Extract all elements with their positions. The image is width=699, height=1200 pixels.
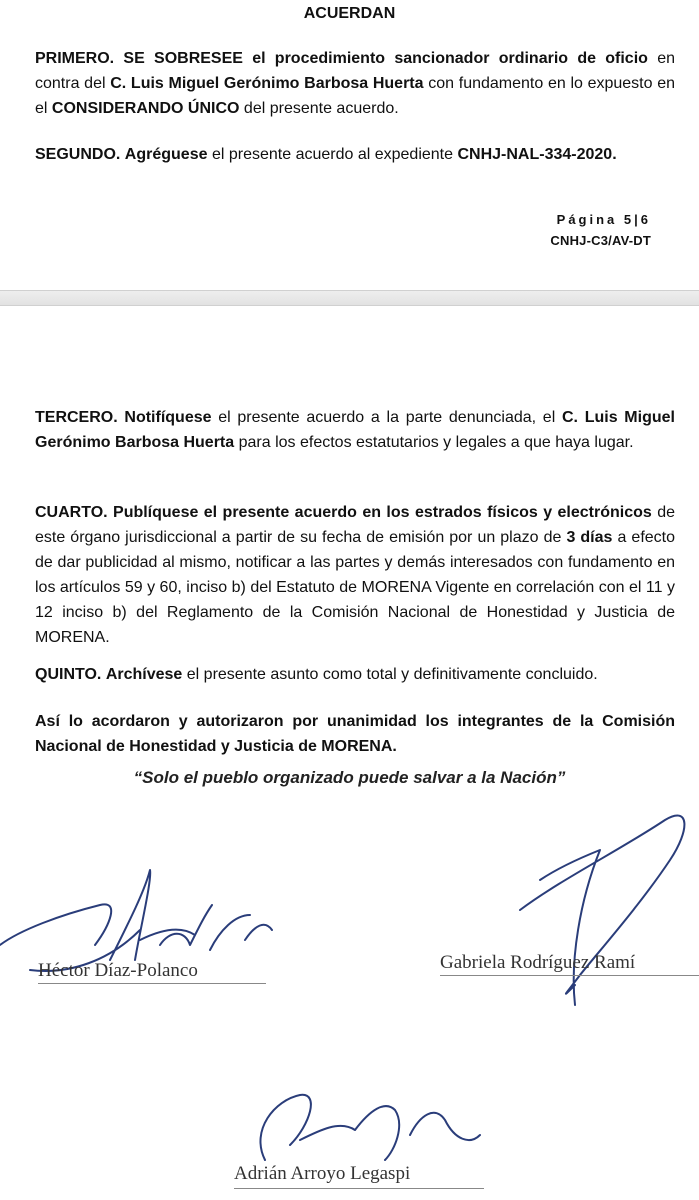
tercero-label: TERCERO. (35, 409, 118, 426)
closing-statement: Así lo acordaron y autorizaron por unanimidad los integrantes de la Comisión Nacional de Honestidad y Justicia de MORENA. (35, 713, 675, 755)
signature-gabriela-stroke (520, 816, 684, 1005)
tercero-name: C. Luis Miguel Gerónimo Barbosa Huerta (35, 409, 675, 451)
tercero-verb: Notifíquese (124, 409, 212, 426)
primero-text-3: del presente acuerdo. (243, 100, 399, 117)
cuarto-text-2: a efecto de dar publicidad al mismo, notificar a las partes y demás interesados con fundamento en los artículos 59 y 60, inciso b) del Estatuto de MORENA Vigente en correlación con el 11 y 12 inciso b) del Reglamento de la Comisión Nacional de Honestidad y Justicia de MORENA. (35, 529, 676, 646)
segundo-verb: Agréguese (124, 146, 208, 163)
cuarto-text-1: de este órgano jurisdiccional a partir de su fecha de emisión por un plazo de (35, 504, 675, 546)
signature-line-adrian (234, 1188, 484, 1189)
signature-line-gabriela (440, 975, 699, 976)
cuarto-bold-text: Publíquese el presente acuerdo en los estrados físicos y electrónicos (113, 504, 652, 521)
section-heading: ACUERDAN (303, 5, 396, 22)
segundo-text: el presente acuerdo al expediente (211, 146, 454, 163)
segundo-label: SEGUNDO. (35, 146, 121, 163)
primero-considerando: CONSIDERANDO ÚNICO (51, 100, 240, 117)
signature-adrian-stroke (260, 1095, 480, 1160)
cuarto-days: 3 días (566, 529, 613, 546)
signature-name-hector: Héctor Díaz-Polanco (38, 960, 198, 981)
cuarto-label: CUARTO. (35, 504, 108, 521)
quinto-verb: Archívese (105, 666, 183, 683)
segundo-file-number: CNHJ-NAL-334-2020. (457, 146, 617, 163)
page-number: Página 5|6 (556, 212, 651, 227)
motto: “Solo el pueblo organizado puede salvar a la Nación” (133, 768, 566, 787)
primero-name: C. Luis Miguel Gerónimo Barbosa Huerta (110, 75, 424, 92)
tercero-text-2: para los efectos estatutarios y legales a que haya lugar. (238, 434, 634, 451)
quinto-text: el presente asunto como total y definitivamente concluido. (186, 666, 598, 683)
signature-line-hector (38, 983, 266, 984)
signature-name-gabriela: Gabriela Rodríguez Ramí (440, 952, 636, 973)
signature-hector-stroke (0, 870, 272, 960)
signature-name-adrian: Adrián Arroyo Legaspi (234, 1163, 411, 1184)
primero-bold-text: SE SOBRESEE el procedimiento sancionador ordinario de oficio (123, 50, 648, 67)
primero-text-2: con fundamento en lo expuesto en el (35, 75, 676, 117)
primero-label: PRIMERO. (35, 50, 115, 67)
tercero-text-1: el presente acuerdo a la parte denunciada, el (218, 409, 556, 426)
document-reference: CNHJ-C3/AV-DT (550, 233, 651, 248)
primero-text-1: en contra del (35, 50, 676, 92)
quinto-label: QUINTO. (35, 666, 102, 683)
